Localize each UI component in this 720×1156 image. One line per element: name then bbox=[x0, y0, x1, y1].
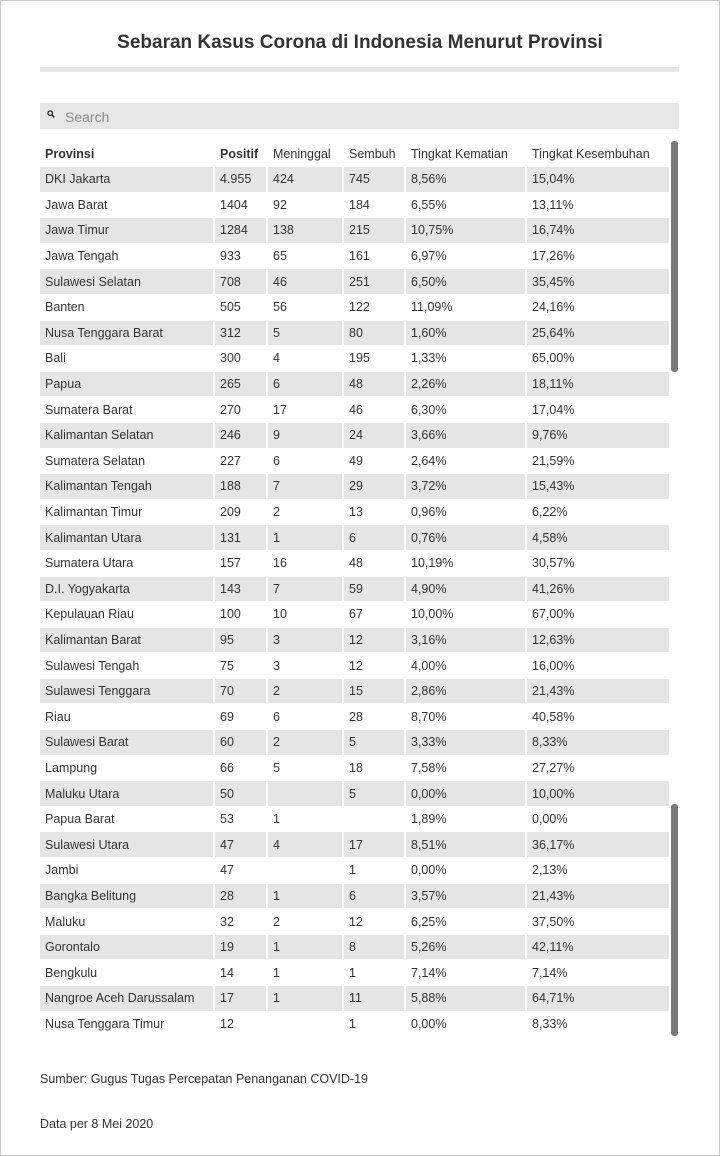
table-cell bbox=[268, 858, 344, 883]
table-cell: 265 bbox=[215, 372, 268, 397]
table-cell: Sulawesi Tengah bbox=[40, 653, 215, 678]
table-row bbox=[40, 525, 669, 551]
table-cell: 28 bbox=[215, 884, 268, 909]
table-cell: 4.955 bbox=[215, 167, 268, 192]
table-cell: 6,97% bbox=[406, 244, 527, 269]
table-cell: 10 bbox=[268, 602, 344, 627]
table-cell: 32 bbox=[215, 909, 268, 934]
table-row bbox=[40, 602, 669, 628]
table-cell: Bali bbox=[40, 346, 215, 371]
table-cell: 50 bbox=[215, 781, 268, 806]
table-cell: 1,89% bbox=[406, 807, 527, 832]
table-cell: 35,45% bbox=[527, 269, 669, 294]
table-cell: 92 bbox=[268, 193, 344, 218]
table-cell: 8,33% bbox=[532, 1016, 568, 1031]
table-cell: 21,59% bbox=[532, 453, 575, 468]
table-cell: 312 bbox=[215, 321, 268, 346]
column-header[interactable]: Positif bbox=[215, 141, 268, 166]
table-cell: 66 bbox=[215, 756, 268, 781]
table-cell: 67,00% bbox=[532, 607, 575, 622]
table-row bbox=[40, 628, 669, 654]
table-cell: 16,74% bbox=[527, 218, 669, 243]
table-cell: 8,56% bbox=[406, 167, 527, 192]
table-cell: 246 bbox=[215, 423, 268, 448]
table-cell: 5 bbox=[344, 730, 406, 755]
table-cell: 12 bbox=[344, 628, 406, 653]
table-cell: 215 bbox=[344, 218, 406, 243]
table-cell: 46 bbox=[344, 397, 406, 422]
table-cell: 17,04% bbox=[532, 402, 575, 417]
table-cell: 1 bbox=[268, 935, 344, 960]
table-cell: Maluku bbox=[40, 909, 215, 934]
table-cell: 6 bbox=[268, 449, 344, 474]
table-cell: 67 bbox=[344, 602, 406, 627]
table-cell: 13,11% bbox=[532, 197, 574, 212]
table-cell: 1 bbox=[268, 884, 344, 909]
table-cell: 12 bbox=[344, 653, 406, 678]
table-cell: Lampung bbox=[40, 756, 215, 781]
table-cell: Jambi bbox=[40, 858, 215, 883]
table-row bbox=[40, 346, 669, 372]
table-cell: 2,86% bbox=[406, 679, 527, 704]
table-cell: 10,00% bbox=[527, 781, 669, 806]
table-cell: 4 bbox=[268, 832, 344, 857]
table-cell: 15,04% bbox=[527, 167, 669, 192]
table-row bbox=[40, 679, 669, 705]
table-cell: 1,60% bbox=[406, 321, 527, 346]
table-header-row bbox=[40, 141, 669, 167]
table-cell: 0,00% bbox=[532, 812, 568, 827]
search-input[interactable]: Search bbox=[65, 109, 110, 125]
search-bar[interactable] bbox=[40, 103, 679, 129]
table-cell: 80 bbox=[344, 321, 406, 346]
table-row bbox=[40, 704, 669, 730]
table-cell: Nusa Tenggara Barat bbox=[40, 321, 215, 346]
table-cell: 8,33% bbox=[527, 730, 669, 755]
table-cell: 1 bbox=[344, 1012, 406, 1037]
table-cell: 25,64% bbox=[527, 321, 669, 346]
table-cell: 1284 bbox=[215, 218, 268, 243]
table-cell: 17 bbox=[268, 397, 344, 422]
table-row bbox=[40, 295, 669, 321]
table-cell: Kepulauan Riau bbox=[40, 602, 215, 627]
table-cell: 0,76% bbox=[406, 525, 527, 550]
column-header[interactable]: Tingkat Kesembuhan bbox=[532, 146, 650, 161]
scrollbar-thumb[interactable] bbox=[671, 141, 678, 372]
table-cell: 59 bbox=[344, 577, 406, 602]
table-cell: 49 bbox=[344, 449, 406, 474]
table-cell: 6 bbox=[268, 372, 344, 397]
table-cell: Kalimantan Barat bbox=[40, 628, 215, 653]
table-cell: 16 bbox=[268, 551, 344, 576]
table-cell: 6,50% bbox=[406, 269, 527, 294]
table-row bbox=[40, 935, 669, 961]
table-cell: 2 bbox=[268, 730, 344, 755]
table-cell: 6 bbox=[344, 525, 406, 550]
table-cell: 1 bbox=[344, 960, 406, 985]
table-row bbox=[40, 832, 669, 858]
table-cell: Bengkulu bbox=[40, 960, 215, 985]
table-cell: D.I. Yogyakarta bbox=[40, 577, 215, 602]
table-cell: 100 bbox=[215, 602, 268, 627]
table-cell: 6 bbox=[268, 704, 344, 729]
table-cell: 3 bbox=[268, 628, 344, 653]
table-cell: 65,00% bbox=[532, 351, 575, 366]
table-cell: 1 bbox=[268, 960, 344, 985]
table-row bbox=[40, 397, 669, 423]
table-cell: 157 bbox=[215, 551, 268, 576]
table-cell: 5 bbox=[268, 321, 344, 346]
table-cell: 37,50% bbox=[532, 914, 575, 929]
table-cell: 11 bbox=[344, 986, 406, 1011]
table-cell: 4 bbox=[268, 346, 344, 371]
table-cell: 6,30% bbox=[406, 397, 527, 422]
table-cell: 2 bbox=[268, 909, 344, 934]
table-cell: Papua bbox=[40, 372, 215, 397]
table-cell: 8,70% bbox=[406, 704, 527, 729]
table-cell: 131 bbox=[215, 525, 268, 550]
table-cell: 10,75% bbox=[406, 218, 527, 243]
table-cell: 424 bbox=[268, 167, 344, 192]
table-row bbox=[40, 551, 669, 577]
table-cell: 1,33% bbox=[406, 346, 527, 371]
table-cell: 0,00% bbox=[406, 781, 527, 806]
table-cell: 21,43% bbox=[527, 884, 669, 909]
table-cell: Gorontalo bbox=[40, 935, 215, 960]
table-cell: 184 bbox=[344, 193, 406, 218]
table-cell: 5,88% bbox=[406, 986, 527, 1011]
table-cell: 3 bbox=[268, 653, 344, 678]
column-header[interactable]: Tingkat Kematian bbox=[406, 141, 527, 166]
table-row bbox=[40, 577, 669, 603]
table-cell: 1 bbox=[268, 986, 344, 1011]
table-cell: 5,26% bbox=[406, 935, 527, 960]
table-cell: Sulawesi Tenggara bbox=[40, 679, 215, 704]
table-cell: 10,19% bbox=[406, 551, 527, 576]
table-row bbox=[40, 1012, 669, 1038]
table-cell bbox=[268, 781, 344, 806]
table-cell: 7,58% bbox=[406, 756, 527, 781]
page-title: Sebaran Kasus Corona di Indonesia Menurut Provinsi bbox=[117, 32, 603, 53]
table-row bbox=[40, 321, 669, 347]
table-cell: 122 bbox=[344, 295, 406, 320]
table-row bbox=[40, 269, 669, 295]
table-cell: 7,14% bbox=[532, 965, 568, 980]
column-header[interactable]: Sembuh bbox=[344, 141, 406, 166]
table-cell: 3,66% bbox=[406, 423, 527, 448]
table-cell: 12 bbox=[215, 1012, 268, 1037]
table-cell: 2,13% bbox=[532, 863, 568, 878]
table-cell: 40,58% bbox=[532, 709, 575, 724]
table-cell: 209 bbox=[215, 500, 268, 525]
table-cell: 7 bbox=[268, 577, 344, 602]
table-row bbox=[40, 167, 669, 193]
table-cell: 95 bbox=[215, 628, 268, 653]
table-cell: 6,25% bbox=[406, 909, 527, 934]
table-cell: 1 bbox=[268, 807, 344, 832]
table-cell: 270 bbox=[215, 397, 268, 422]
table-cell: 188 bbox=[215, 474, 268, 499]
table-row bbox=[40, 500, 669, 526]
table-row bbox=[40, 858, 669, 884]
table-cell: 18,11% bbox=[527, 372, 669, 397]
table-cell: 18 bbox=[344, 756, 406, 781]
table-cell: 24,16% bbox=[532, 300, 575, 315]
table-cell: 28 bbox=[344, 704, 406, 729]
table-cell: 47 bbox=[215, 858, 268, 883]
table-cell: Sulawesi Utara bbox=[40, 832, 215, 857]
table-cell: 42,11% bbox=[527, 935, 669, 960]
table-cell: 933 bbox=[215, 244, 268, 269]
table-cell: Jawa Timur bbox=[40, 218, 215, 243]
table-cell: 6,22% bbox=[532, 505, 568, 520]
table-cell: 3,33% bbox=[406, 730, 527, 755]
table-cell: 227 bbox=[215, 449, 268, 474]
table-cell: 17 bbox=[344, 832, 406, 857]
table-cell: 17 bbox=[215, 986, 268, 1011]
table-row bbox=[40, 960, 669, 986]
table-cell: 75 bbox=[215, 653, 268, 678]
table-cell: 3,16% bbox=[406, 628, 527, 653]
table-cell: 4,58% bbox=[527, 525, 669, 550]
column-header[interactable]: Meninggal bbox=[268, 141, 344, 166]
table-cell: 3,72% bbox=[406, 474, 527, 499]
table-cell: Sumatera Utara bbox=[40, 551, 215, 576]
table-cell: 1 bbox=[344, 858, 406, 883]
table-cell: 5 bbox=[344, 781, 406, 806]
table-cell: 1 bbox=[268, 525, 344, 550]
table-cell: DKI Jakarta bbox=[40, 167, 215, 192]
table-cell bbox=[268, 1012, 344, 1037]
table-row bbox=[40, 653, 669, 679]
table-row bbox=[40, 193, 669, 219]
table-cell: Kalimantan Timur bbox=[40, 500, 215, 525]
table-cell: 36,17% bbox=[527, 832, 669, 857]
table-cell: 195 bbox=[344, 346, 406, 371]
table-cell: 24 bbox=[344, 423, 406, 448]
table-cell: 53 bbox=[215, 807, 268, 832]
date-note: Data per 8 Mei 2020 bbox=[40, 1117, 154, 1131]
table-cell: 13 bbox=[344, 500, 406, 525]
table-cell: 16,00% bbox=[532, 658, 575, 673]
table-cell: 19 bbox=[215, 935, 268, 960]
table-cell: 300 bbox=[215, 346, 268, 371]
table-cell: 251 bbox=[344, 269, 406, 294]
table-cell: 21,43% bbox=[527, 679, 669, 704]
table-cell: 2,26% bbox=[406, 372, 527, 397]
table-cell: 46 bbox=[268, 269, 344, 294]
table-cell: 56 bbox=[268, 295, 344, 320]
table-cell: 3,57% bbox=[406, 884, 527, 909]
table-cell bbox=[344, 807, 406, 832]
table-cell: 9 bbox=[268, 423, 344, 448]
table-cell: Bangka Belitung bbox=[40, 884, 215, 909]
scrollbar-thumb[interactable] bbox=[671, 804, 678, 1036]
table-cell: 14 bbox=[215, 960, 268, 985]
table-cell: Banten bbox=[40, 295, 215, 320]
table-cell: 8 bbox=[344, 935, 406, 960]
table-cell: 2 bbox=[268, 679, 344, 704]
table-cell: Kalimantan Tengah bbox=[40, 474, 215, 499]
table-cell: 138 bbox=[268, 218, 344, 243]
table-cell: 5 bbox=[268, 756, 344, 781]
table-cell: 12,63% bbox=[527, 628, 669, 653]
table-cell: 47 bbox=[215, 832, 268, 857]
table-cell: 15,43% bbox=[527, 474, 669, 499]
table-cell: 10,00% bbox=[406, 602, 527, 627]
table-row bbox=[40, 449, 669, 475]
table-cell: 2 bbox=[268, 500, 344, 525]
table-cell: Sulawesi Barat bbox=[40, 730, 215, 755]
table-cell: 6 bbox=[344, 884, 406, 909]
table-row bbox=[40, 756, 669, 782]
table-cell: 745 bbox=[344, 167, 406, 192]
table-cell: Kalimantan Utara bbox=[40, 525, 215, 550]
table-cell: 161 bbox=[344, 244, 406, 269]
table-cell: Nusa Tenggara Timur bbox=[40, 1012, 215, 1037]
search-icon bbox=[47, 110, 55, 118]
table-cell: 70 bbox=[215, 679, 268, 704]
table-row bbox=[40, 474, 669, 500]
table-cell: 708 bbox=[215, 269, 268, 294]
table-cell: 29 bbox=[344, 474, 406, 499]
table-cell: Maluku Utara bbox=[40, 781, 215, 806]
table-cell: 48 bbox=[344, 372, 406, 397]
table-cell: 69 bbox=[215, 704, 268, 729]
table-cell: Sumatera Barat bbox=[40, 397, 215, 422]
table-cell: 64,71% bbox=[527, 986, 669, 1011]
table-cell: 30,57% bbox=[532, 556, 575, 571]
table-cell: 143 bbox=[215, 577, 268, 602]
table-row bbox=[40, 909, 669, 935]
table-cell: 6,55% bbox=[406, 193, 527, 218]
table-row bbox=[40, 807, 669, 833]
table-cell: 1404 bbox=[215, 193, 268, 218]
table-row bbox=[40, 781, 669, 807]
table-cell: 65 bbox=[268, 244, 344, 269]
column-header[interactable]: Provinsi bbox=[40, 141, 215, 166]
table-row bbox=[40, 218, 669, 244]
table-cell: 17,26% bbox=[532, 249, 575, 264]
source-note: Sumber: Gugus Tugas Percepatan Penanganan COVID-19 bbox=[40, 1072, 368, 1086]
table-row bbox=[40, 730, 669, 756]
table-cell: 15 bbox=[344, 679, 406, 704]
table-row bbox=[40, 986, 669, 1012]
table-cell: Jawa Barat bbox=[40, 193, 215, 218]
table-cell: 60 bbox=[215, 730, 268, 755]
table-cell: 0,00% bbox=[406, 858, 527, 883]
table-row bbox=[40, 884, 669, 910]
table-cell: 0,00% bbox=[406, 1012, 527, 1037]
table-cell: 41,26% bbox=[527, 577, 669, 602]
table-cell: 2,64% bbox=[406, 449, 527, 474]
table-cell: 4,00% bbox=[406, 653, 527, 678]
table-cell: Sulawesi Selatan bbox=[40, 269, 215, 294]
table-row bbox=[40, 244, 669, 270]
table-row bbox=[40, 423, 669, 449]
table-cell: 8,51% bbox=[406, 832, 527, 857]
table-row bbox=[40, 372, 669, 398]
table-cell: Papua Barat bbox=[40, 807, 215, 832]
table-cell: 7,14% bbox=[406, 960, 527, 985]
table-cell: Sumatera Selatan bbox=[40, 449, 215, 474]
table-cell: Riau bbox=[40, 704, 215, 729]
table-cell: Kalimantan Selatan bbox=[40, 423, 215, 448]
table-cell: 0,96% bbox=[406, 500, 527, 525]
title-divider bbox=[40, 67, 679, 72]
table-cell: 48 bbox=[344, 551, 406, 576]
data-table bbox=[40, 141, 669, 1037]
table-cell: 12 bbox=[344, 909, 406, 934]
table-cell: Nangroe Aceh Darussalam bbox=[40, 986, 215, 1011]
table-cell: 9,76% bbox=[527, 423, 669, 448]
table-cell: Jawa Tengah bbox=[40, 244, 215, 269]
table-cell: 11,09% bbox=[406, 295, 527, 320]
table-cell: 27,27% bbox=[532, 760, 575, 775]
table-cell: 505 bbox=[215, 295, 268, 320]
table-cell: 7 bbox=[268, 474, 344, 499]
table-cell: 4,90% bbox=[406, 577, 527, 602]
